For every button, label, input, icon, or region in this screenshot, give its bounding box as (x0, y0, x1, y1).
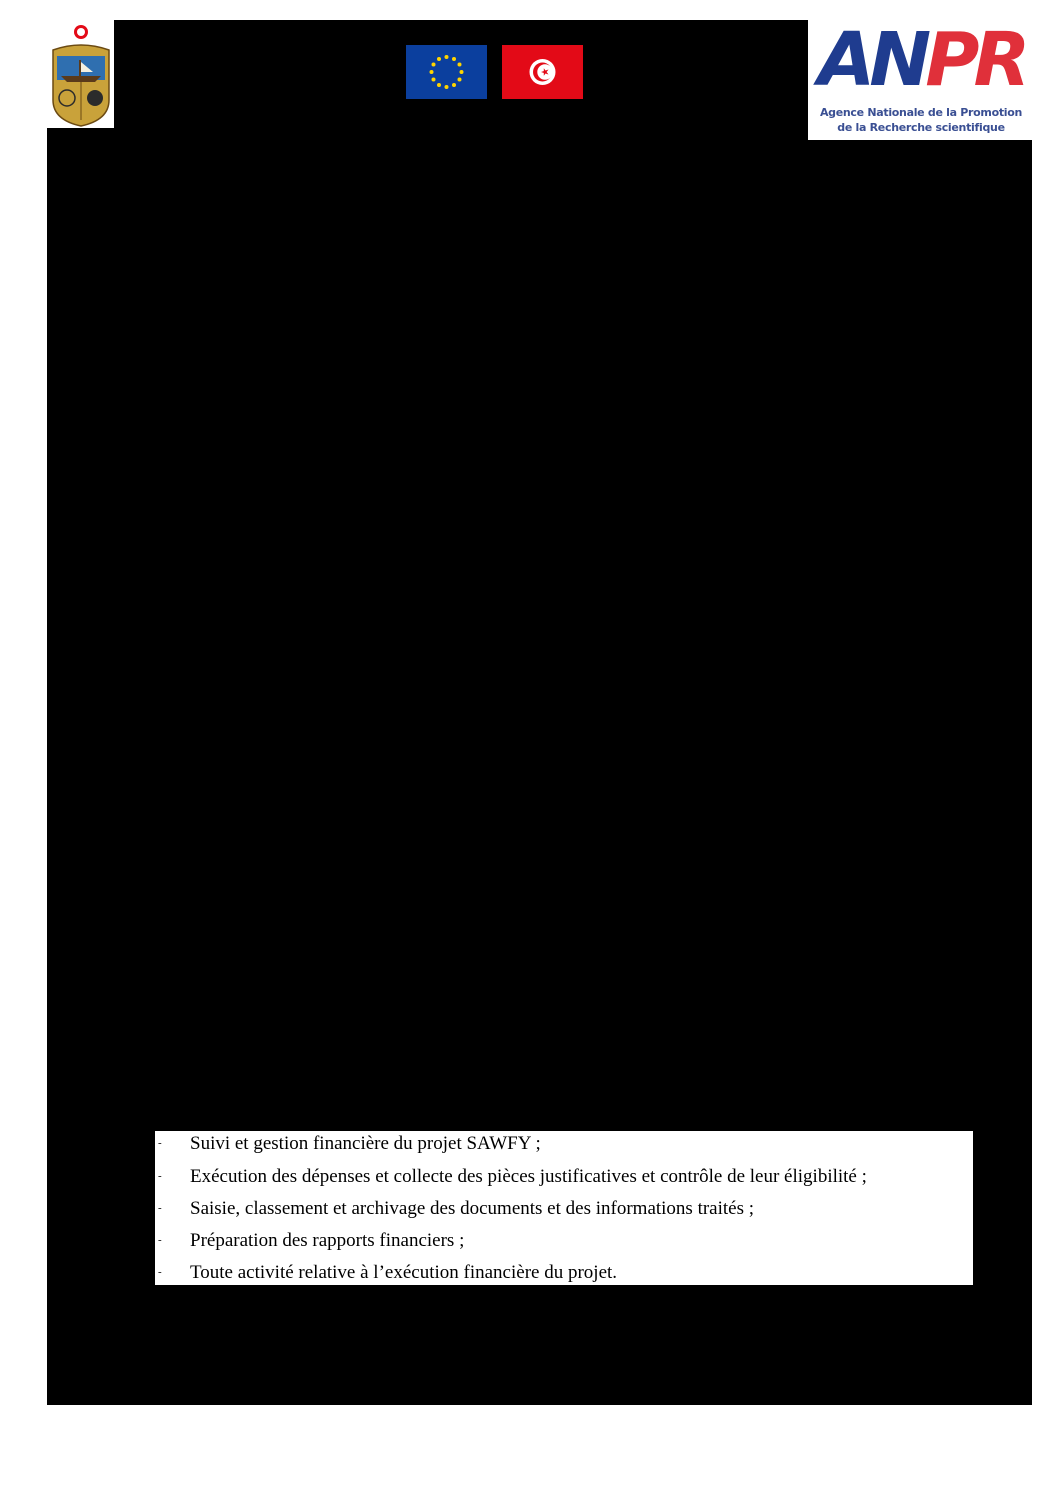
anpr-caption (810, 105, 1032, 135)
anpr-caption-line1: Agence Nationale de la Promotion (819, 106, 1023, 119)
list-item (155, 1260, 973, 1291)
list-bullet: - (158, 1266, 162, 1278)
list-bullet: - (158, 1170, 162, 1182)
anpr-caption-line2: de la Recherche scientifique (837, 121, 1005, 134)
list-bullet: - (158, 1137, 162, 1149)
task-text: Saisie, classement et archivage des documents et des informations traités ; (190, 1198, 755, 1219)
tunisia-flag-icon (502, 45, 583, 99)
task-text: Exécution des dépenses et collecte des pièces justificatives et contrôle de leur éligibilité ; (190, 1166, 867, 1187)
anpr-logo (808, 17, 1032, 140)
list-item (155, 1228, 973, 1259)
anpr-letters-blue: AN (818, 17, 926, 103)
tasks-list (155, 1131, 973, 1285)
eu-flag-icon (406, 45, 487, 99)
anpr-logo-letters (818, 17, 1025, 103)
task-text: Suivi et gestion financière du projet SAWFY ; (190, 1133, 541, 1154)
list-item (155, 1131, 973, 1162)
list-item (155, 1164, 973, 1195)
task-text: Préparation des rapports financiers ; (190, 1230, 465, 1251)
anpr-letters-red: PR (925, 17, 1025, 103)
list-bullet: - (158, 1202, 162, 1214)
coat-of-arms-icon (47, 20, 114, 128)
list-bullet: - (158, 1234, 162, 1246)
task-text: Toute activité relative à l’exécution financière du projet. (190, 1262, 618, 1283)
list-item (155, 1196, 973, 1227)
